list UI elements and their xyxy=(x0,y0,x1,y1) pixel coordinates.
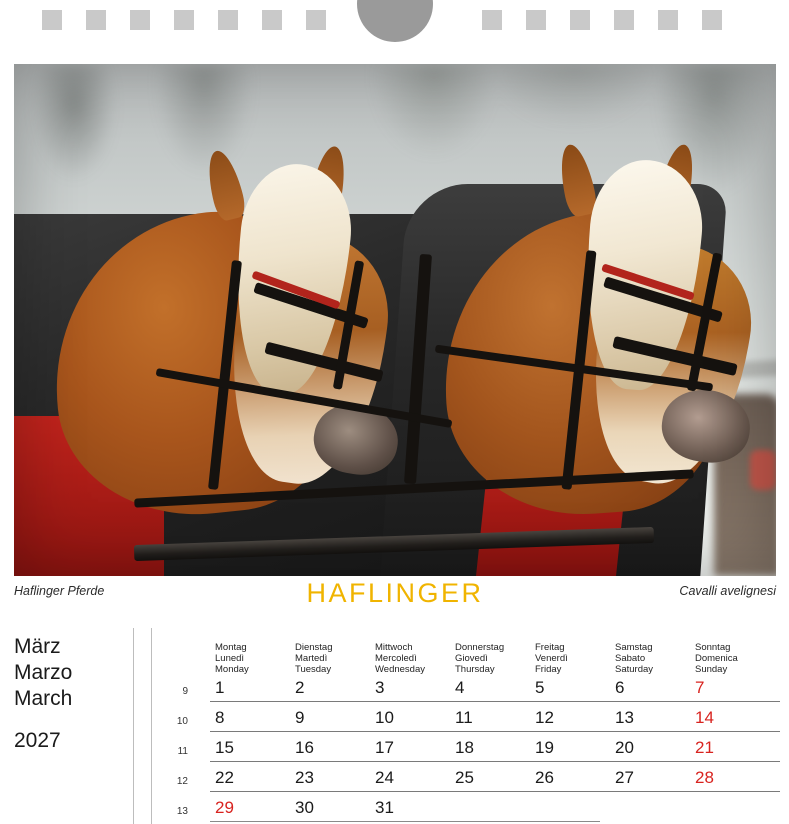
day-cell[interactable]: 25 xyxy=(455,768,474,787)
day-cell-sunday[interactable]: 21 xyxy=(695,738,714,757)
day-cell[interactable]: 13 xyxy=(615,708,634,727)
day-cell[interactable]: 2 xyxy=(295,678,305,697)
week-rule xyxy=(210,821,600,822)
binding-hole xyxy=(306,10,326,30)
day-cell[interactable]: 31 xyxy=(375,798,394,817)
day-cell[interactable]: 11 xyxy=(455,708,473,727)
weekday-header-saturday-it: Sabato xyxy=(615,653,646,664)
day-cell[interactable]: 3 xyxy=(375,678,385,697)
day-cell[interactable]: 8 xyxy=(215,708,225,727)
week-number: 11 xyxy=(177,746,188,757)
day-cell[interactable]: 17 xyxy=(375,738,394,757)
week-rule xyxy=(210,791,780,792)
calendar-binding-strip xyxy=(0,0,789,40)
calendar-photo xyxy=(14,64,776,576)
day-cell[interactable]: 15 xyxy=(215,738,234,757)
weekday-header-wednesday-it: Mercoledì xyxy=(375,653,417,664)
weekday-header-sunday-en: Sunday xyxy=(695,664,728,675)
binding-hole xyxy=(614,10,634,30)
weekday-header-sunday-de: Sonntag xyxy=(695,642,731,653)
weekday-header-thursday-it: Giovedì xyxy=(455,653,488,664)
day-cell[interactable]: 30 xyxy=(295,798,314,817)
day-cell[interactable]: 1 xyxy=(215,678,225,697)
caption-italian: Cavalli avelignesi xyxy=(679,584,776,598)
day-cell[interactable]: 23 xyxy=(295,768,314,787)
binding-hole xyxy=(658,10,678,30)
weekday-header-saturday-de: Samstag xyxy=(615,642,653,653)
day-cell-sunday[interactable]: 14 xyxy=(695,708,714,727)
weekday-header-thursday-en: Thursday xyxy=(455,664,495,675)
week-number: 9 xyxy=(182,686,188,697)
week-number: 10 xyxy=(176,716,188,727)
calendar-grid-section xyxy=(0,628,789,824)
day-cell[interactable]: 6 xyxy=(615,678,625,697)
day-cell[interactable]: 18 xyxy=(455,738,474,757)
day-cell[interactable]: 29 xyxy=(215,798,234,817)
day-cell[interactable]: 5 xyxy=(535,678,545,697)
binding-hole xyxy=(86,10,106,30)
day-cell-sunday[interactable]: 28 xyxy=(695,768,714,787)
weekday-header-tuesday-it: Martedì xyxy=(295,653,328,664)
day-cell[interactable]: 12 xyxy=(535,708,554,727)
day-cell[interactable]: 24 xyxy=(375,768,394,787)
weekday-header-thursday-de: Donnerstag xyxy=(455,642,505,653)
day-cell[interactable]: 22 xyxy=(215,768,234,787)
photo-scene xyxy=(14,64,776,576)
week-rule xyxy=(210,701,780,702)
weekday-header-monday-de: Montag xyxy=(215,642,247,653)
day-cell[interactable]: 26 xyxy=(535,768,554,787)
month-name-it: Marzo xyxy=(14,661,73,684)
weekday-header-monday-en: Monday xyxy=(215,664,249,675)
binding-hole xyxy=(42,10,62,30)
day-cell-sunday[interactable]: 7 xyxy=(695,678,705,697)
month-label-block xyxy=(14,634,126,754)
binding-hole xyxy=(570,10,590,30)
binding-hole xyxy=(218,10,238,30)
day-cell[interactable]: 9 xyxy=(295,708,305,727)
day-cell[interactable]: 10 xyxy=(375,708,394,727)
day-cell[interactable]: 16 xyxy=(295,738,314,757)
week-rule xyxy=(210,761,780,762)
binding-hanger-disc xyxy=(357,0,433,42)
weekday-header-friday-it: Venerdì xyxy=(535,653,568,664)
week-rule xyxy=(210,731,780,732)
blurred-red-glove xyxy=(750,450,776,490)
photo-caption-row xyxy=(14,578,776,618)
weekday-header-wednesday-de: Mittwoch xyxy=(375,642,413,653)
weekday-header-monday-it: Lunedì xyxy=(215,653,245,664)
binding-hole xyxy=(702,10,722,30)
weekday-header-sunday-it: Domenica xyxy=(695,653,738,664)
photo-title: HAFLINGER xyxy=(306,578,484,608)
weekday-header-tuesday-en: Tuesday xyxy=(295,664,332,675)
weekday-header-wednesday-en: Wednesday xyxy=(375,664,425,675)
binding-hole xyxy=(262,10,282,30)
day-cell[interactable]: 19 xyxy=(535,738,554,757)
weekday-header-tuesday-de: Dienstag xyxy=(295,642,333,653)
divider-line xyxy=(133,628,134,824)
month-name-en: March xyxy=(14,687,73,710)
calendar-year: 2027 xyxy=(14,729,61,752)
day-cell[interactable]: 20 xyxy=(615,738,634,757)
binding-hole xyxy=(174,10,194,30)
binding-hole xyxy=(482,10,502,30)
caption-german: Haflinger Pferde xyxy=(14,584,105,598)
weekday-header-friday-de: Freitag xyxy=(535,642,565,653)
week-number: 12 xyxy=(176,776,188,787)
month-name-de: März xyxy=(14,635,61,658)
day-cell[interactable]: 4 xyxy=(455,678,465,697)
day-cell[interactable]: 27 xyxy=(615,768,634,787)
week-number: 13 xyxy=(176,806,188,817)
weekday-header-saturday-en: Saturday xyxy=(615,664,654,675)
binding-hole xyxy=(130,10,150,30)
divider-line xyxy=(151,628,152,824)
binding-hole xyxy=(526,10,546,30)
weekday-header-friday-en: Friday xyxy=(535,664,562,675)
